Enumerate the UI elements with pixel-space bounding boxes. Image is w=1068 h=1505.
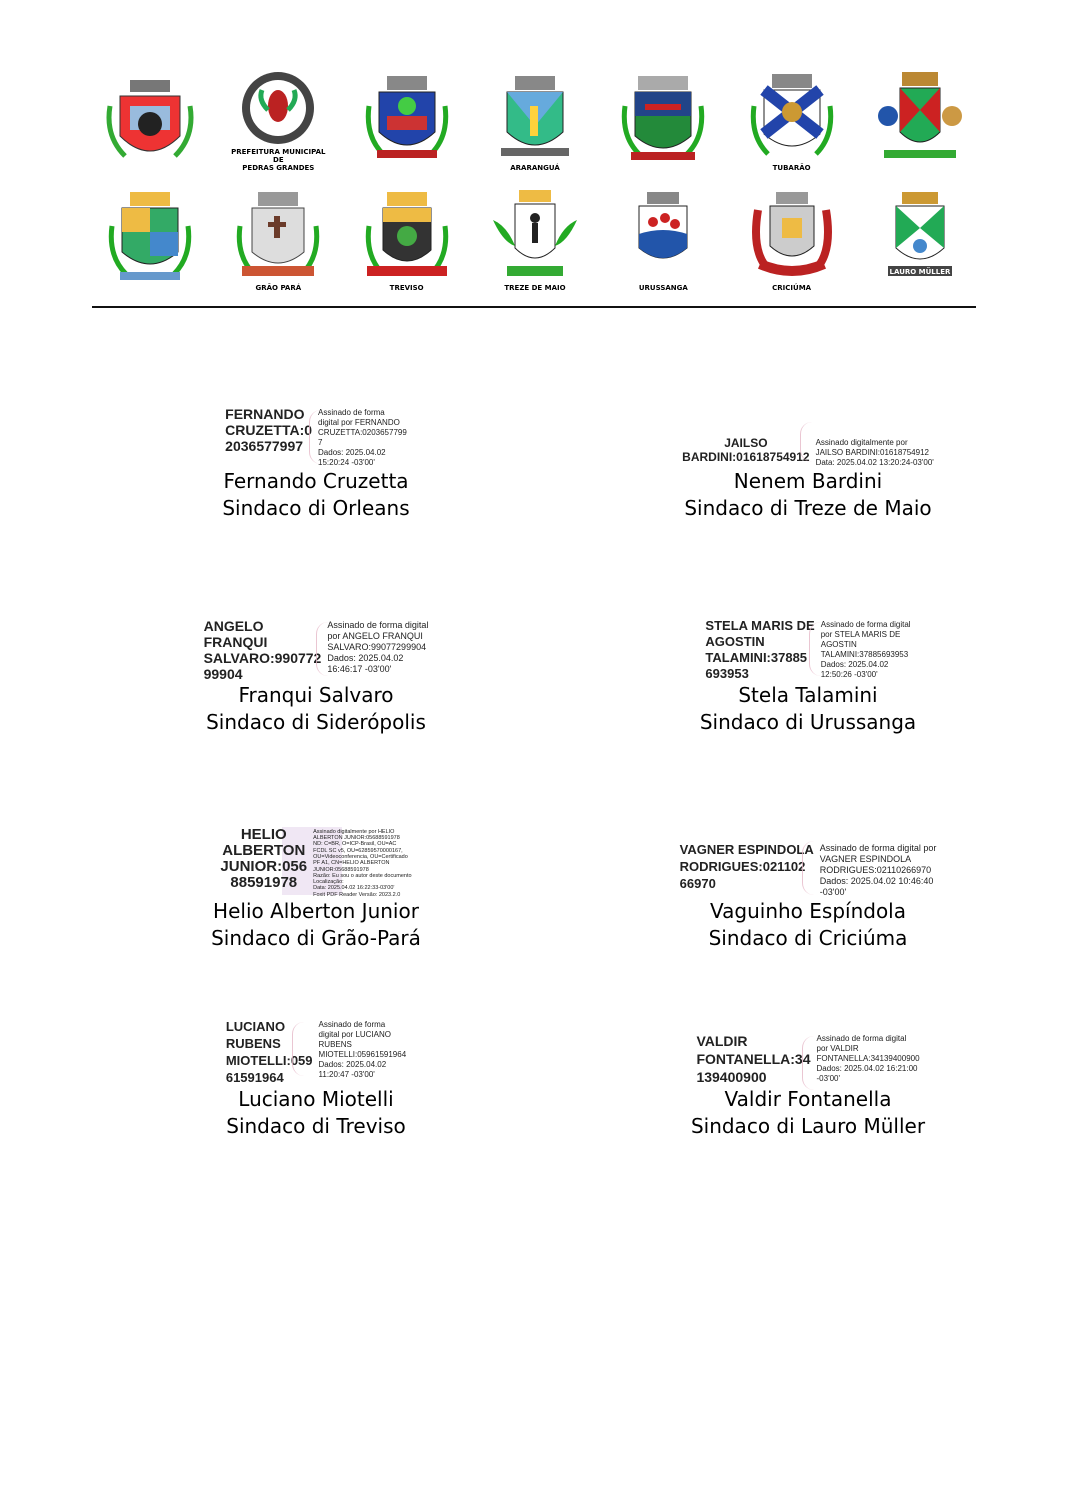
stamp-signer: VAGNER ESPINDOLA RODRIGUES:021102 66970 (679, 842, 814, 891)
stamp-signer: STELA MARIS DE AGOSTIN TALAMINI:37885 693953 (705, 618, 815, 681)
signer-role: Sindaco di Orleans (222, 496, 410, 520)
crest-caption: URUSSANGA (638, 284, 688, 292)
stamp-detail: Assinado de forma digital por VAGNER ESPINDOLA RODRIGUES:02110266970 Dados: 2025.04.02 10:46:40 -03'00' (819, 843, 937, 897)
signature-block-sideropolis (156, 612, 476, 736)
signer-name: Valdir Fontanella (724, 1087, 892, 1111)
digital-signature-stamp (156, 825, 476, 898)
signature-block-treviso (156, 1016, 476, 1140)
signature-block-treze-de-maio (648, 398, 968, 522)
signer-name: Luciano Miotelli (238, 1087, 394, 1111)
crest-caption: CRICIÚMA (772, 284, 812, 292)
digital-signature-stamp (156, 398, 476, 468)
crest-lauro-muller (870, 186, 970, 290)
crest-caption: TREVISO (389, 284, 424, 292)
stamp-signer: JAILSO BARDINI:01618754912 (682, 436, 810, 464)
crest-tubarao (742, 66, 842, 170)
crest-8 (100, 186, 200, 290)
crest-7 (870, 66, 970, 170)
signer-role: Sindaco di Siderópolis (206, 710, 426, 734)
stamp-detail: Assinado de forma digital por ANGELO FRANQUI SALVARO:99077299904 Dados: 2025.04.02 16:46:17 -03'00' (327, 620, 429, 674)
signer-role: Sindaco di Lauro Müller (690, 1114, 926, 1138)
stamp-detail: Assinado digitalmente por HELIO ALBERTON JUNIOR:05688591978 ND: C=BR, O=ICP-Brasil, OU=AC FCDL SC v5, OU=62859570000167, OU=Videoconferencia, OU=Certificado PF A1, CN=HELIO ALBERTON JUNIOR:05688591978 Razão: Eu sou o autor deste documento Localização: Data: 2025.04.02 16:22:33-03'00' Foxit PDF Reader Versão: 2023.2.0 (313, 828, 412, 898)
stamp-detail: Assinado de forma digital por VALDIR FONTANELLA:34139400900 Dados: 2025.04.02 16:21:00 -03'00' (816, 1034, 920, 1083)
signer-name: Franqui Salvaro (238, 683, 394, 707)
digital-signature-stamp (648, 398, 968, 468)
signer-name: Vaguinho Espíndola (710, 899, 906, 923)
crest-row-top (100, 62, 970, 174)
crest-grao-para (228, 186, 328, 290)
stamp-signer: ANGELO FRANQUI SALVARO:990772 99904 (203, 618, 322, 682)
crest-row-bottom (100, 182, 970, 294)
municipal-crests (100, 62, 970, 294)
stamp-signer: LUCIANO RUBENS MIOTELLI:059 61591964 (225, 1019, 313, 1085)
digital-signature-stamp (648, 828, 968, 898)
stamp-detail: Assinado de forma digital por FERNANDO CRUZETTA:0203657799 7 Dados: 2025.04.02 15:20:24 -03'00' (318, 408, 407, 467)
crest-caption: GRÃO PARÁ (255, 284, 302, 292)
signer-name: Nenem Bardini (733, 469, 883, 493)
signature-block-orleans (156, 398, 476, 522)
crest-5 (613, 66, 713, 170)
crest-caption: TREZE DE MAIO (504, 284, 566, 292)
digital-signature-stamp (648, 1016, 968, 1086)
signer-name: Helio Alberton Junior (213, 899, 419, 923)
stamp-signer: HELIO ALBERTON JUNIOR:056 88591978 (220, 825, 308, 891)
crest-3 (357, 66, 457, 170)
signer-role: Sindaco di Urussanga (699, 710, 917, 734)
stamp-signer: FERNANDO CRUZETTA:0 2036577997 (225, 406, 313, 454)
crest-ararangua (485, 66, 585, 170)
signer-name: Stela Talamini (738, 683, 878, 707)
signer-name: Fernando Cruzetta (223, 469, 409, 493)
stamp-detail: Assinado de forma digital por STELA MARIS DE AGOSTIN TALAMINI:37885693953 Dados: 2025.04.02 12:50:26 -03'00' (820, 620, 911, 679)
header-divider (92, 306, 976, 308)
crest-treze-de-maio (485, 186, 585, 290)
digital-signature-stamp (648, 612, 968, 682)
crest-treviso (357, 186, 457, 290)
signer-role: Sindaco di Treviso (226, 1114, 406, 1138)
digital-signature-stamp (156, 612, 476, 682)
signer-role: Sindaco di Treze de Maio (684, 496, 932, 520)
signature-block-urussanga (648, 612, 968, 736)
stamp-detail: Assinado de forma digital por LUCIANO RUBENS MIOTELLI:05961591964 Dados: 2025.04.02 11:20:47 -03'00' (318, 1020, 407, 1079)
crest-pedras-grandes (228, 66, 328, 170)
crest-1 (100, 66, 200, 170)
signature-block-criciuma (648, 828, 968, 952)
stamp-detail: Assinado digitalmente por JAILSO BARDINI:01618754912 Data: 2025.04.02 13:20:24-03'00' (815, 438, 934, 467)
digital-signature-stamp (156, 1016, 476, 1086)
crest-urussanga (613, 186, 713, 290)
signer-role: Sindaco di Criciúma (708, 926, 908, 950)
crest-caption: ARARANGUÁ (510, 164, 560, 172)
crest-caption: PREFEITURA MUNICIPAL DE PEDRAS GRANDES (231, 148, 326, 172)
crest-caption: LAURO MÜLLER (889, 268, 951, 276)
crest-caption: TUBARÃO (772, 164, 811, 172)
signature-block-grao-para (156, 825, 476, 952)
stamp-signer: VALDIR FONTANELLA:34 139400900 (696, 1033, 811, 1085)
signature-block-lauro-muller (648, 1016, 968, 1140)
crest-criciuma (742, 186, 842, 290)
signer-role: Sindaco di Grão-Pará (211, 926, 421, 950)
